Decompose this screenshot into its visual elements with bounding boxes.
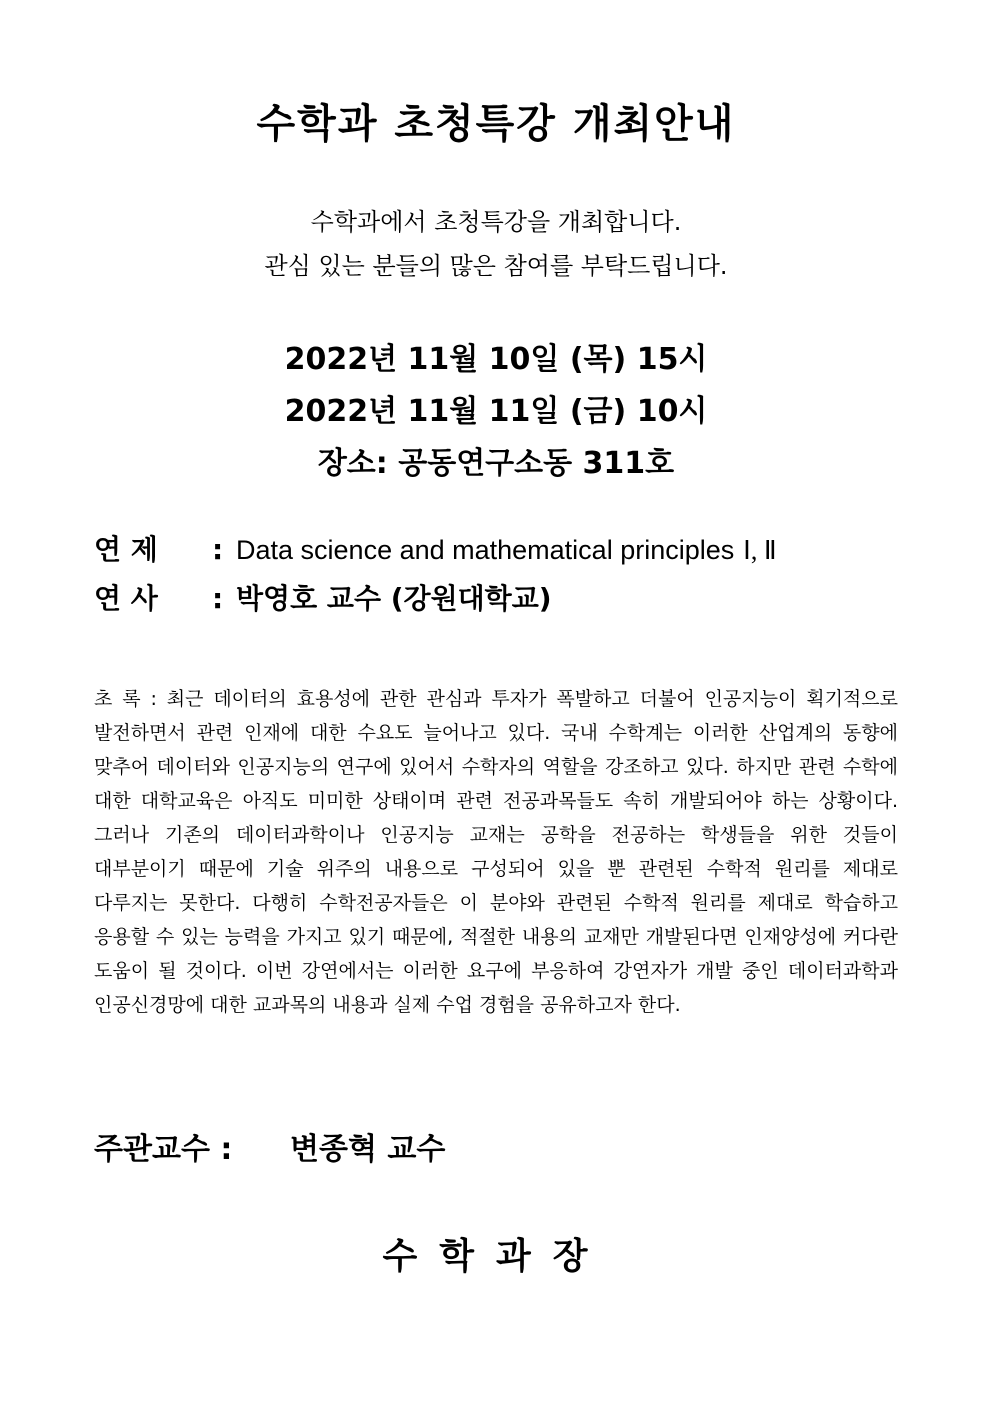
abstract-paragraph: 초 록 : 최근 데이터의 효용성에 관한 관심과 투자가 폭발하고 더불어 인공지능이 획기적으로 발전하면서 관련 인재에 대한 수요도 늘어나고 있다. 국내 수학계는 이러한 산업계의 동향에 맞추어 데이터와 인공지능의 연구에 있어서 수학자의 역할을 강조하고 있다. 하지만 관련 수학에 대한 대학교육은 아직도 미미한 상태이며 관련 전공과목들도 속히 개발되어야 하는 상황이다. 그러나 기존의 데이터과학이나 인공지능 교재는 공학을 전공하는 학생들을 위한 것들이 대부분이기 때문에 기술 위주의 내용으로 구성되어 있을 뿐 관련된 수학적 원리를 제대로 다루지는 못한다. 다행히 수학전공자들은 이 분야와 관련된 수학적 원리를 제대로 학습하고 응용할 수 있는 능력을 가지고 있기 때문에, 적절한 내용의 교재만 개발된다면 인재양성에 커다란 도움이 될 것이다. 이번 강연에서는 이러한 요구에 부응하여 강연자가 개발 중인 데이터과학과 인공신경망에 대한 교과목의 내용과 실제 수업 경험을 공유하고자 한다. <box>94 688 898 1016</box>
department-signature: 수학과장 <box>382 1236 610 1277</box>
speaker-row <box>94 575 914 623</box>
page-title: 수학과 초청특강 개최안내 <box>256 101 736 147</box>
topic-value: Data science and mathematical principles <box>236 535 735 565</box>
topic-roman-numerals: Ⅰ, Ⅱ <box>743 536 777 565</box>
topic-separator: : <box>212 533 224 566</box>
host-value: 변종혁 교수 <box>290 1132 446 1167</box>
session-2-datetime: 2022년 11월 11일 (금) 10시 <box>284 394 708 429</box>
schedule-block <box>0 334 992 490</box>
intro-line-2: 관심 있는 분들의 많은 참여를 부탁드립니다. <box>264 252 728 280</box>
host-professor <box>94 1124 445 1168</box>
host-label: 주관교수 : <box>94 1132 233 1167</box>
topic-row <box>94 526 914 575</box>
topic-label: 연 제 <box>94 533 158 566</box>
intro-text <box>0 200 992 288</box>
intro-line-1: 수학과에서 초청특강을 개최합니다. <box>310 208 682 236</box>
speaker-separator: : <box>212 582 224 615</box>
speaker-value: 박영호 교수 (강원대학교) <box>236 582 552 615</box>
speaker-label: 연 사 <box>94 582 158 615</box>
venue: 장소: 공동연구소동 311호 <box>317 446 675 481</box>
session-1-datetime: 2022년 11월 10일 (목) 15시 <box>284 342 708 377</box>
lecture-info <box>94 526 914 623</box>
